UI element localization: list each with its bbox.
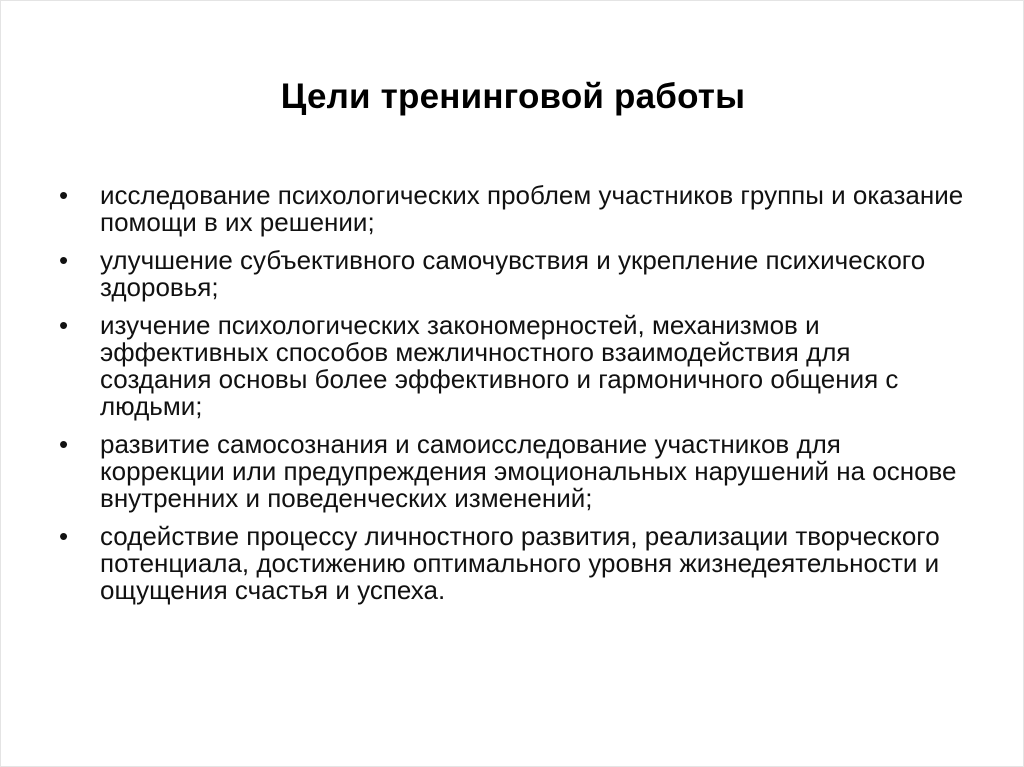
list-item — [59, 182, 969, 236]
bullet-icon: • — [59, 245, 69, 275]
bullet-icon: • — [59, 180, 69, 210]
list-item-text: улучшение субъективного самочувствия и укрепление психического здоровья; — [100, 245, 926, 302]
list-item — [59, 523, 969, 604]
list-item — [59, 247, 969, 301]
bullet-icon: • — [59, 310, 69, 340]
list-item-text: развитие самосознания и самоисследование участников для коррекции или предупреждения эмоциональных нарушений на основе внутренних и поведенческих изменений; — [100, 429, 957, 513]
list-item — [59, 431, 969, 512]
goals-list — [59, 182, 969, 615]
list-item-text: изучение психологических закономерностей, механизмов и эффективных способов межличностного взаимодействия для создания основы более эффективного и гармоничного общения с людьми; — [100, 310, 899, 421]
list-item-text: содействие процессу личностного развития, реализации творческого потенциала, достижению оптимального уровня жизнедеятельности и ощущения счастья и успеха. — [100, 521, 940, 605]
slide-title: Цели тренинговой работы — [280, 77, 746, 116]
bullet-icon: • — [59, 521, 69, 551]
list-item — [59, 312, 969, 420]
list-item-text: исследование психологических проблем участников группы и оказание помощи в их решении; — [100, 180, 964, 237]
bullet-icon: • — [59, 429, 69, 459]
